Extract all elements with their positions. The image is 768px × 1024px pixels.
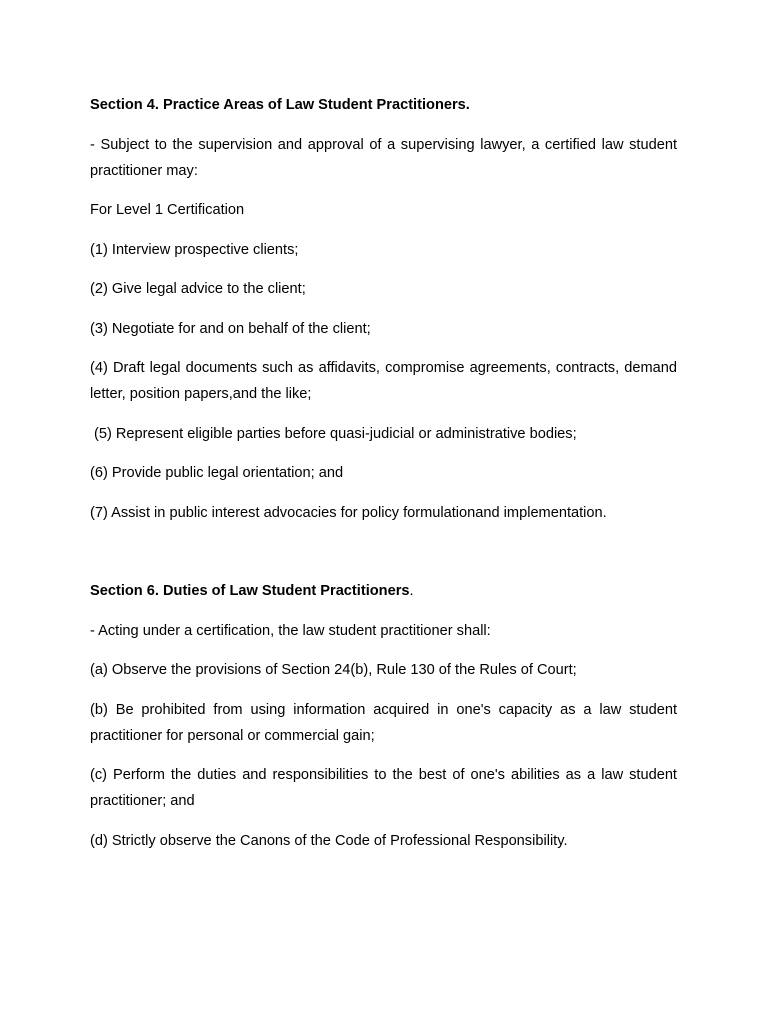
section-4-item-3: (3) Negotiate for and on behalf of the client; bbox=[90, 320, 371, 337]
section-4-item-5: (5) Represent eligible parties before quasi-judicial or administrative bodies; bbox=[94, 425, 577, 442]
document-page bbox=[90, 92, 677, 867]
section-4-item-1: (1) Interview prospective clients; bbox=[90, 241, 299, 258]
section-spacer bbox=[90, 539, 677, 578]
section-4-item-4: (4) Draft legal documents such as affidavits, compromise agreements, contracts, demand letter, position papers,and the like; bbox=[90, 360, 677, 402]
section-6-heading-period: . bbox=[409, 583, 414, 599]
section-4-item-6: (6) Provide public legal orientation; and bbox=[90, 465, 344, 481]
section-6-item-a: (a) Observe the provisions of Section 24(b), Rule 130 of the Rules of Court; bbox=[90, 662, 577, 678]
level-1-label: For Level 1 Certification bbox=[90, 202, 245, 218]
section-4-intro: - Subject to the supervision and approval of a supervising lawyer, a certified law student practitioner may: bbox=[90, 136, 677, 179]
section-6-heading-line bbox=[90, 578, 677, 604]
section-4-heading: Section 4. Practice Areas of Law Student Practitioners. bbox=[90, 97, 470, 113]
section-6-heading: Section 6. Duties of Law Student Practitioners bbox=[90, 583, 410, 599]
section-6-intro: - Acting under a certification, the law student practitioner shall: bbox=[90, 622, 491, 639]
section-4-item-7: (7) Assist in public interest advocacies for policy formulationand implementation. bbox=[90, 504, 607, 521]
section-6-item-c: (c) Perform the duties and responsibilities to the best of one's abilities as a law student practitioner; and bbox=[90, 767, 677, 809]
section-6-item-d: (d) Strictly observe the Canons of the Code of Professional Responsibility. bbox=[90, 832, 568, 849]
section-4-item-2: (2) Give legal advice to the client; bbox=[90, 281, 306, 297]
section-6-item-b: (b) Be prohibited from using information acquired in one's capacity as a law student practitioner for personal or commercial gain; bbox=[90, 701, 677, 744]
